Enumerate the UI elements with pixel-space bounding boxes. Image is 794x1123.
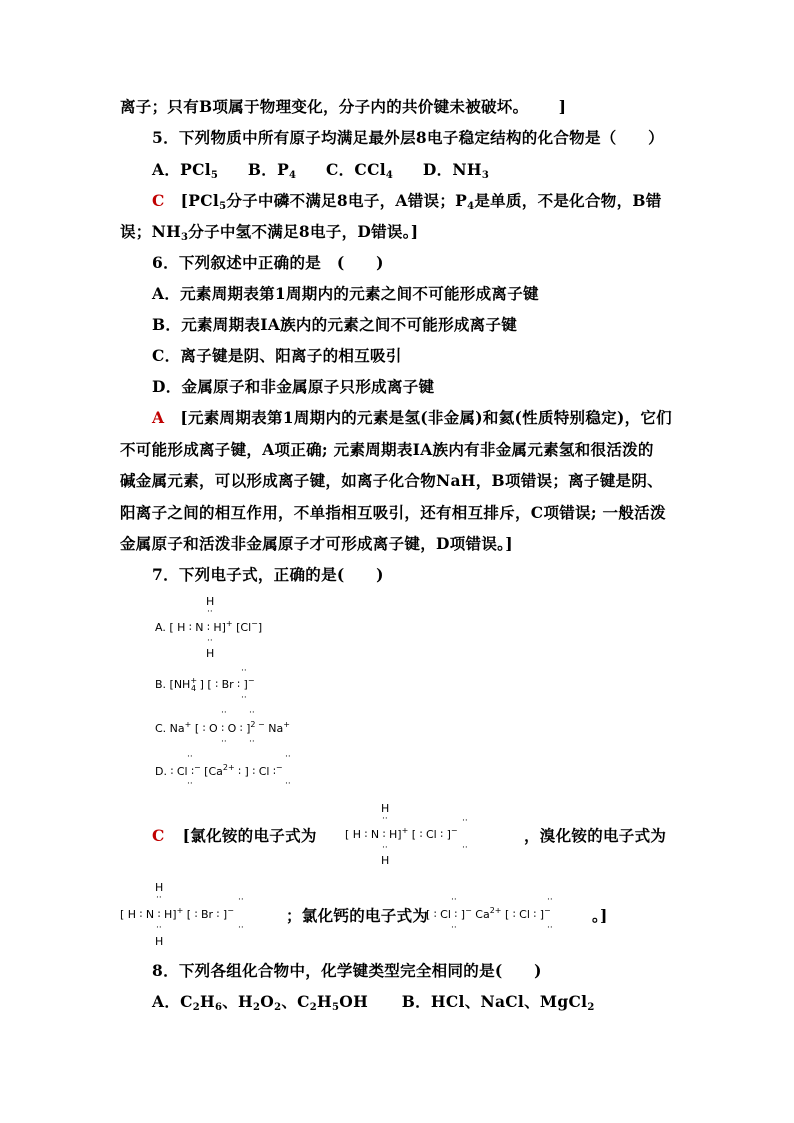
- q5-options: A．PCl$_5$ B．$P_4$ C．CCl$_4$ D．$NH_3$: [152, 160, 490, 181]
- q7-answer: C: [152, 826, 165, 845]
- q5-question: 5．下列物质中所有原子均满足最外层8电子稳定结构的化合物是（ ）: [152, 128, 664, 147]
- document-page: 离子；只有B项属于物理变化，分子内的共价键未被破坏。 ] 5．下列物质中所有原子均满足最外层8电子稳定结构的化合物是（ ） A．PCl$_5$ B．$P_4$ C．CCl$_4$ D．$NH_3$ C [PCl$_5$分子中磷不满足8电子，A错误；$P_4$是单质，不是化合物，B错 误；$NH_3$分子中氢不满足8电子，D错误。] 6．下列叙述中正确的是 ( ) A．元素周期表第1周期内的元素之间不可能形成离子键 B．元素周期表ⅠA族内的元素之间不可能形成离子键 C．离子键是阴、阳离子的相互吸引 D．金属原子和非金属原子只形成离子键 A [元素周期表第1周期内的元素是氢(非金属)和氦(性质特别稳定)，它们 不可能形成离子键，A项正确; 元素周期表ⅠA族内有非金属元素氢和很活泼的 碱金属元素，可以形成离子键，如离子化合物NaH，B项错误；离子键是阴、 阳离子之间的相互作用，不单指相互吸引，还有相互排斥，C项错误; 一般活泼 金属原子和活泼非金属原子才可形成离子键，D项错误。] 7．下列电子式，正确的是( ) H ·· A. [ H ∶ N ∶ H]+ [Cl−] ·· H ·· B. [$NH^+_4$ ] [ ∶ Br ∶ ]− ·· ·· ·· C. Na+ [ ∶ O ∶ O ∶ ]$^{2 -}$ Na+ ·· ·· ·· ·· D. ∶ Cl ∶− [$Ca^{2+}$ ∶ ] ∶ Cl ∶− ·· ·· C [氯化铵的电子式为 H ·· ·· [ H ∶ N ∶ H]+ [ ∶ Cl ∶ ]− ·· ·· H ，溴化铵的电子式为 H ·· ·· [ H ∶ N ∶ H]+ [ ∶ Br ∶ ]− ·· ·· H ；氯化钙的电子式为 ·· ·· [ ∶ Cl ∶ ]− $Ca^{2+}$ [ ∶ Cl ∶ ]− ·· ·· 。] 8．下列各组化合物中，化学键类型完全相同的是( ) A．$C_2H_6$、$H_2O_2$、$C_2H_5OH$ B．HCl、NaCl、MgCl$_2$: [120, 97, 672, 1013]
- q6-option-a: A．元素周期表第1周期内的元素之间不可能形成离子键: [152, 284, 539, 303]
- q5-explanation: C [PCl$_5$分子中磷不满足8电子，A错误；$P_4$是单质，不是化合物，B错: [152, 191, 662, 212]
- q6-explanation-5: 金属原子和活泼非金属原子才可形成离子键，D项错误。]: [120, 534, 513, 553]
- q7-explanation-end: 。]: [592, 906, 608, 925]
- q6-question: 6．下列叙述中正确的是 ( ): [152, 253, 384, 272]
- q6-option-b: B．元素周期表ⅠA族内的元素之间不可能形成离子键: [152, 315, 518, 334]
- q7-explanation-1: C [氯化铵的电子式为: [152, 826, 317, 845]
- q5-answer: C: [152, 191, 165, 210]
- q8-question: 8．下列各组化合物中，化学键类型完全相同的是( ): [152, 961, 542, 980]
- q7-explanation-2: ；氯化钙的电子式为: [286, 906, 429, 925]
- q6-option-d: D．金属原子和非金属原子只形成离子键: [152, 377, 435, 396]
- q4-explanation-tail: 离子；只有B项属于物理变化，分子内的共价键未被破坏。 ]: [120, 97, 567, 116]
- q6-explanation-1: A [元素周期表第1周期内的元素是氢(非金属)和氦(性质特别稳定)，它们: [152, 408, 672, 427]
- q7-question: 7．下列电子式，正确的是( ): [152, 565, 384, 584]
- q5-explanation-2: 误；$NH_3$分子中氢不满足8电子，D错误。]: [120, 222, 419, 243]
- q7-explanation-1b: ，溴化铵的电子式为: [524, 826, 667, 845]
- q6-option-c: C．离子键是阴、阳离子的相互吸引: [152, 346, 402, 365]
- q6-explanation-4: 阳离子之间的相互作用，不单指相互吸引，还有相互排斥，C项错误; 一般活泼: [120, 503, 666, 522]
- q6-explanation-2: 不可能形成离子键，A项正确; 元素周期表ⅠA族内有非金属元素氢和很活泼的: [120, 440, 654, 459]
- q6-explanation-3: 碱金属元素，可以形成离子键，如离子化合物NaH，B项错误；离子键是阴、: [120, 471, 663, 490]
- q8-options: A．$C_2H_6$、$H_2O_2$、$C_2H_5OH$ B．HCl、NaCl、MgCl$_2$: [152, 992, 595, 1013]
- q6-answer: A: [152, 408, 165, 427]
